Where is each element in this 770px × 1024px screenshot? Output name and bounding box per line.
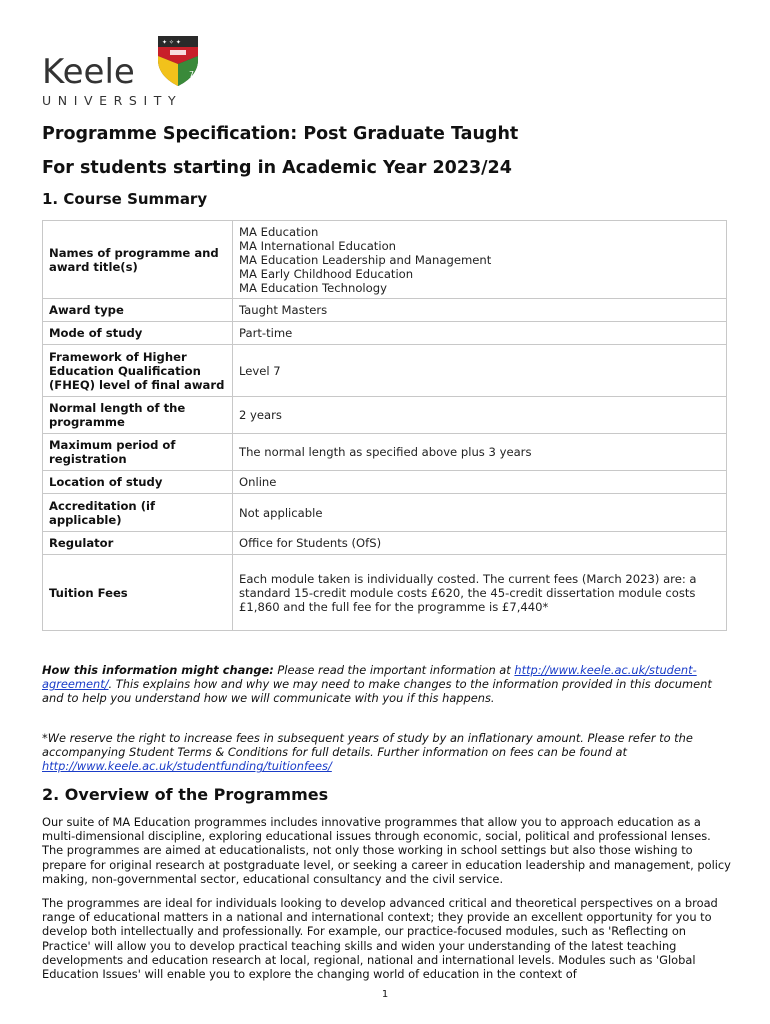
table-row (43, 221, 727, 299)
change-notice (42, 663, 732, 706)
row-value: The normal length as specified above plus 3 years (233, 434, 727, 471)
table-row (43, 322, 727, 345)
course-summary-table (42, 220, 727, 631)
table-row (43, 494, 727, 532)
logo-wordmark: Keele (42, 52, 135, 92)
change-notice-text-2: . This explains how and why we may need to make changes to the information provided in this document and to help you understand how we will communicate with you if this happens. (42, 677, 712, 706)
table-row (43, 471, 727, 494)
change-notice-heading: How this information might change: (42, 663, 274, 677)
row-label: Normal length of the programme (43, 397, 233, 434)
shield-number: 7 (189, 70, 195, 79)
table-row (43, 299, 727, 322)
page-subtitle: For students starting in Academic Year 2023/24 (42, 158, 512, 178)
row-value (233, 221, 727, 299)
row-label: Maximum period of registration (43, 434, 233, 471)
row-value: Online (233, 471, 727, 494)
page-number: 1 (381, 989, 389, 1000)
overview-paragraph-2: The programmes are ideal for individuals looking to develop advanced critical and theoretical perspectives on a broad range of educational matters in a national and international context; they provide an excellent opportunity for you to develop both intellectually and professionally. For example, our practice-focused modules, such as 'Reflecting on Practice' will allow you to develop practical teaching skills and widen your understanding of the latest teaching developments and education research at local, regional, national and international levels. Modules such as 'Global Education Issues' will enable you to explore the changing world of education in the context of (42, 896, 718, 982)
row-label: Names of programme and award title(s) (43, 221, 233, 299)
row-label: Mode of study (43, 322, 233, 345)
row-value: Office for Students (OfS) (233, 532, 727, 555)
table-row (43, 434, 727, 471)
section-heading-course-summary: 1. Course Summary (42, 190, 208, 208)
programme-name: MA Education Leadership and Management (239, 252, 492, 267)
change-notice-text: Please read the important information at (273, 663, 515, 677)
programme-name: MA Early Childhood Education (239, 266, 414, 281)
row-value: Not applicable (233, 494, 727, 532)
fees-notice (42, 731, 732, 774)
table-row (43, 345, 727, 397)
table-row (43, 532, 727, 555)
row-value: Part-time (233, 322, 727, 345)
page-title: Programme Specification: Post Graduate Taught (42, 124, 519, 144)
row-value: 2 years (233, 397, 727, 434)
row-value: Taught Masters (233, 299, 727, 322)
row-label: Award type (43, 299, 233, 322)
overview-paragraph-1: Our suite of MA Education programmes includes innovative programmes that allow you to approach education as a multi-dimensional discipline, exploring educational issues through economic, social, political and professional lenses. The programmes are aimed at educationalists, not only those working in school settings but also those wishing to prepare for original research at postgraduate level, or seeking a career in education leadership and management, policy making, non-governmental sector, educational consultancy and the civil service. (42, 815, 731, 886)
svg-text:✦ ✧ ✦: ✦ ✧ ✦ (162, 39, 181, 46)
row-label: Tuition Fees (43, 555, 233, 631)
programme-name: MA International Education (239, 238, 397, 253)
tuition-fees-link[interactable]: http://www.keele.ac.uk/studentfunding/tuitionfees/ (42, 759, 332, 774)
programme-name: MA Education (239, 224, 319, 239)
row-label: Accreditation (if applicable) (43, 494, 233, 532)
row-value: Level 7 (233, 345, 727, 397)
programme-name: MA Education Technology (239, 280, 387, 295)
keele-logo (40, 34, 210, 112)
row-label: Location of study (43, 471, 233, 494)
table-row (43, 555, 727, 631)
row-value: Each module taken is individually costed. The current fees (March 2023) are: a standard 15-credit module costs £620, the 45-credit dissertation module costs £1,860 and the full fee for the programme is £7,440* (233, 555, 727, 631)
logo-subtitle: UNIVERSITY (42, 93, 183, 108)
shield-icon (156, 34, 200, 88)
section-heading-overview: 2. Overview of the Programmes (42, 785, 329, 804)
table-row (43, 397, 727, 434)
row-label: Regulator (43, 532, 233, 555)
fees-notice-text: *We reserve the right to increase fees in subsequent years of study by an inflationary amount. Please refer to the accompanying Student Terms & Conditions for full details. Further information on fees can be found at (42, 731, 693, 760)
row-label: Framework of Higher Education Qualification (FHEQ) level of final award (43, 345, 233, 397)
student-agreement-link[interactable]: http://www.keele.ac.uk/student-agreement/ (42, 663, 697, 692)
